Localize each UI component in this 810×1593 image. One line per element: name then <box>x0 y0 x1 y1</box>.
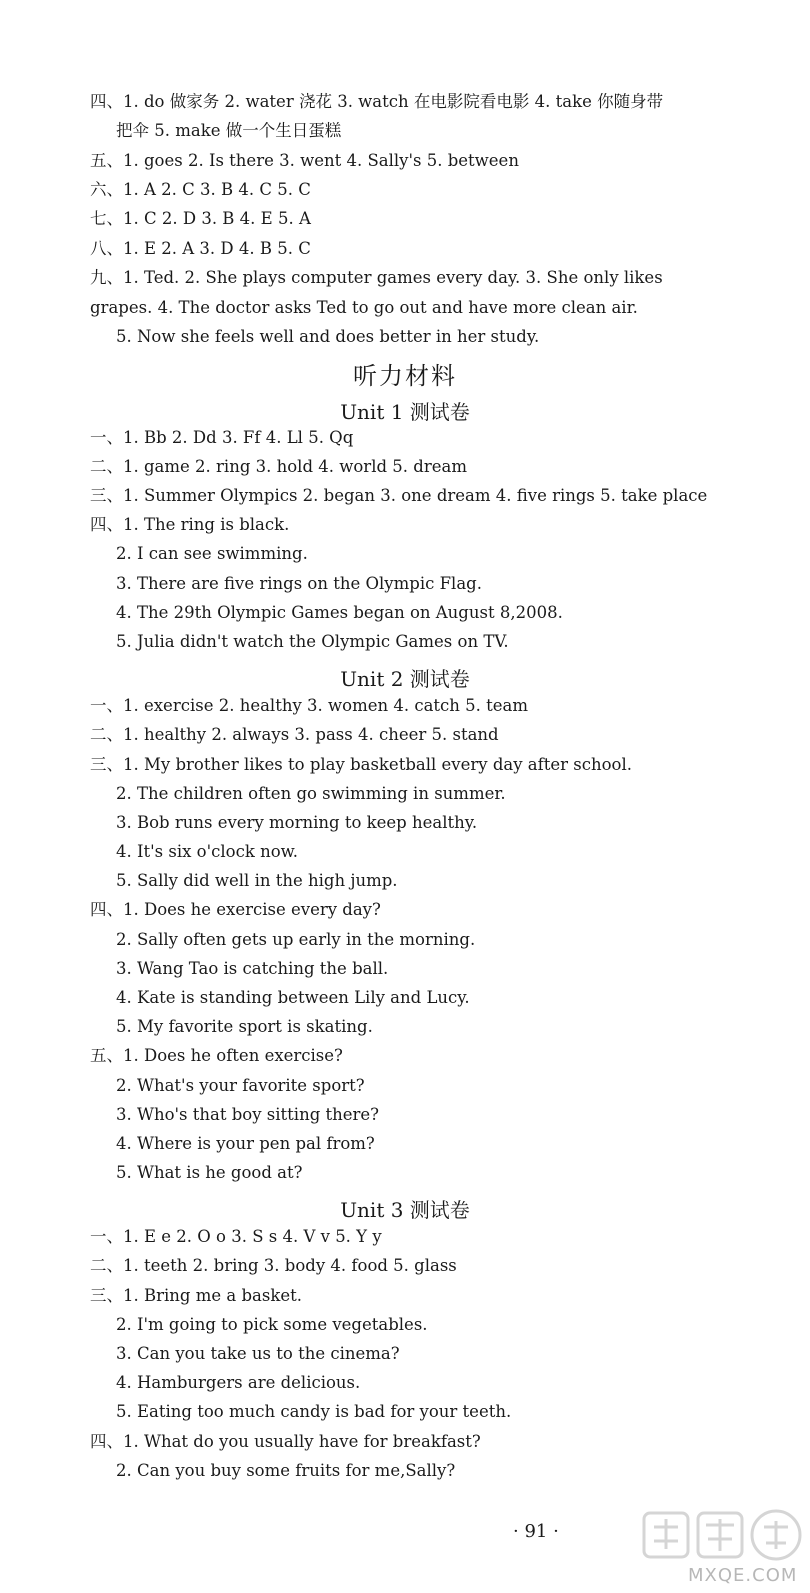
unit2-line: 2. The children often go swimming in summer. <box>116 784 506 803</box>
unit3-line: 2. I'm going to pick some vegetables. <box>116 1315 428 1334</box>
unit-title: Unit 3 测试卷 <box>340 1198 470 1222</box>
unit2-line: 4. Where is your pen pal from? <box>116 1134 375 1153</box>
unit2-line: 四、1. Does he exercise every day? <box>90 900 381 919</box>
unit2-line: 3. Bob runs every morning to keep healthy. <box>116 813 478 832</box>
unit2-line: 一、1. exercise 2. healthy 3. women 4. catch 5. team <box>90 696 529 715</box>
answer-line: 四、1. do 做家务 2. water 浇花 3. watch 在电影院看电影 4. take 你随身带 <box>90 92 664 111</box>
watermark-text: MXQE.COM <box>688 1565 798 1586</box>
unit2-line: 2. Sally often gets up early in the morning. <box>116 930 476 949</box>
answer-line: 八、1. E 2. A 3. D 4. B 5. C <box>90 239 311 258</box>
unit3-line: 一、1. E e 2. O o 3. S s 4. V v 5. Y y <box>90 1227 382 1246</box>
unit2-line: 4. It's six o'clock now. <box>116 842 299 861</box>
answer-line: 七、1. C 2. D 3. B 4. E 5. A <box>90 209 311 228</box>
unit1-line: 三、1. Summer Olympics 2. began 3. one dream 4. five rings 5. take place <box>90 486 708 505</box>
section-title: 听力材料 <box>353 362 457 390</box>
unit3-line: 5. Eating too much candy is bad for your teeth. <box>116 1402 512 1421</box>
unit1-line: 二、1. game 2. ring 3. hold 4. world 5. dream <box>90 457 467 476</box>
unit2-line: 3. Who's that boy sitting there? <box>116 1105 380 1124</box>
unit1-line: 一、1. Bb 2. Dd 3. Ff 4. Ll 5. Qq <box>90 428 354 447</box>
unit2-line: 三、1. My brother likes to play basketball every day after school. <box>90 755 632 774</box>
unit2-line: 5. My favorite sport is skating. <box>116 1017 373 1036</box>
answer-line: 把伞 5. make 做一个生日蛋糕 <box>116 121 342 140</box>
answer-line: grapes. 4. The doctor asks Ted to go out and have more clean air. <box>90 298 638 317</box>
unit2-line: 2. What's your favorite sport? <box>116 1076 365 1095</box>
answer-line: 5. Now she feels well and does better in her study. <box>116 327 540 346</box>
unit2-line: 5. What is he good at? <box>116 1163 303 1182</box>
answer-line: 五、1. goes 2. Is there 3. went 4. Sally's 5. between <box>90 151 519 170</box>
unit-title: Unit 2 测试卷 <box>340 667 470 691</box>
unit-title: Unit 1 测试卷 <box>340 400 470 424</box>
unit1-line: 2. I can see swimming. <box>116 544 308 563</box>
unit2-line: 3. Wang Tao is catching the ball. <box>116 959 389 978</box>
unit2-line: 5. Sally did well in the high jump. <box>116 871 398 890</box>
unit3-line: 四、1. What do you usually have for breakfast? <box>90 1432 481 1451</box>
answer-line: 九、1. Ted. 2. She plays computer games every day. 3. She only likes <box>90 268 663 287</box>
unit2-line: 五、1. Does he often exercise? <box>90 1046 343 1065</box>
unit3-line: 三、1. Bring me a basket. <box>90 1286 302 1305</box>
unit3-line: 2. Can you buy some fruits for me,Sally? <box>116 1461 456 1480</box>
page-number: · 91 · <box>513 1521 559 1542</box>
unit1-line: 四、1. The ring is black. <box>90 515 290 534</box>
unit1-line: 5. Julia didn't watch the Olympic Games on TV. <box>116 632 509 651</box>
unit3-line: 4. Hamburgers are delicious. <box>116 1373 361 1392</box>
unit1-line: 3. There are five rings on the Olympic Flag. <box>116 574 482 593</box>
unit3-line: 二、1. teeth 2. bring 3. body 4. food 5. glass <box>90 1256 457 1275</box>
unit2-line: 4. Kate is standing between Lily and Lucy. <box>116 988 470 1007</box>
unit3-line: 3. Can you take us to the cinema? <box>116 1344 400 1363</box>
unit1-line: 4. The 29th Olympic Games began on August 8,2008. <box>116 603 563 622</box>
answer-line: 六、1. A 2. C 3. B 4. C 5. C <box>90 180 311 199</box>
unit2-line: 二、1. healthy 2. always 3. pass 4. cheer 5. stand <box>90 725 499 744</box>
